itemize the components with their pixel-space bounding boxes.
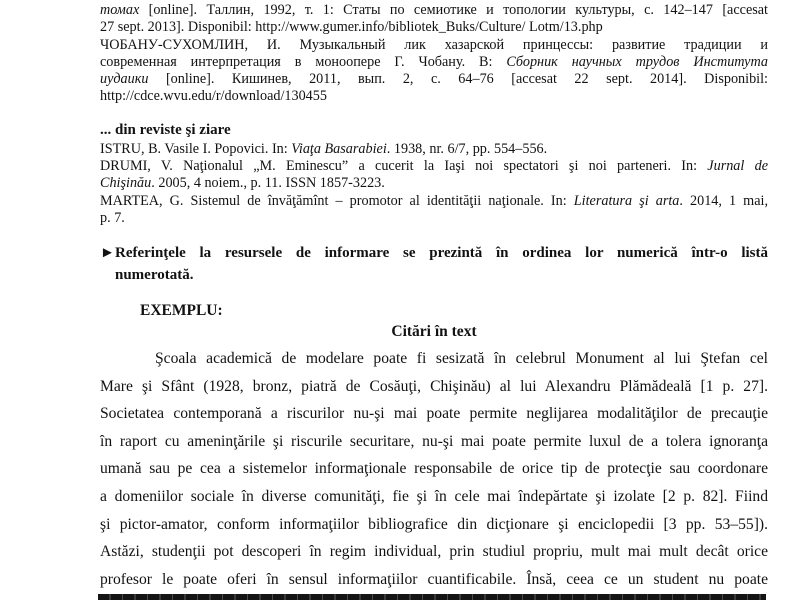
text-line: томах [online]. Таллин, 1992, т. 1: Статы по семиотике и топологии культуры, с. 142–147 [accesat xyxy=(100,2,768,18)
text-line: Şcoala academică de modelare poate fi sesizată în celebrul Monument al lui Ştefan cel xyxy=(155,350,768,367)
text-line: profesor le poate oferi în sensul informaţiilor cuantificabile. Însă, ceea ce un student nu poate xyxy=(100,570,768,588)
text-line: 27 sept. 2013]. Disponibil: http://www.gumer.info/bibliotek_Buks/Culture/ Lotm/13.php xyxy=(100,19,603,36)
references-journals-block xyxy=(100,141,768,227)
numbered-list-note xyxy=(100,243,768,286)
example-label: EXEMPLU: xyxy=(140,302,223,319)
text-line: Referinţele la resursele de informare se prezintă în ordinea lor numerică într-o listă xyxy=(115,245,768,261)
text-line: Societatea contemporană a riscurilor nu-şi mai poate permite neglijarea modalităţilor de precauţie xyxy=(100,405,768,423)
text-line: иудаики [online]. Кишинев, 2011, вып. 2, с. 64–76 [accesat 22 sept. 2014]. Disponibil: xyxy=(100,71,768,88)
numbered-list-note-text xyxy=(115,243,768,286)
text-line: a domeniilor sociale în diverse comunităţi, fie şi în cele mai îndepărtate şi izolate [2 p. 82]. Fiind xyxy=(100,487,768,505)
arrow-bullet-icon: ► xyxy=(100,245,115,261)
text-line: numerotată. xyxy=(115,266,194,283)
text-line: în raport cu ameninţările şi riscurile securitare, nu-şi mai poate permite luxul de a tolera ignoranţa xyxy=(100,432,768,450)
text-line: ISTRU, B. Vasile I. Popovici. In: Viaţa Basarabiei. 1938, nr. 6/7, pp. 554–556. xyxy=(100,141,548,157)
body-paragraph xyxy=(100,345,768,593)
text-line: DRUMI, V. Naţionalul „M. Eminescu” a cucerit la Iaşi noi spectatori şi noi parteneri. In: Jurnal de xyxy=(100,158,768,175)
text-line: современная интерпретация в моноопере Г. Чобану. В: Сборник научных трудов Института xyxy=(100,53,768,70)
text-line: Chişinău. 2005, 4 noiem., p. 11. ISSN 1857-3223. xyxy=(100,175,385,192)
text-line: MARTEA, G. Sistemul de învăţămînt – promotor al identităţii naţionale. In: Literatura şi arta. 2014, 1 mai, xyxy=(100,192,769,209)
text-line: p. 7. xyxy=(100,209,125,226)
text-line: şi pictor-amator, conform informaţiilor bibliografice din dicţionare şi enciclopedii [3 pp. 53–55]). xyxy=(100,515,768,533)
citations-subtitle: Citări în text xyxy=(391,323,477,340)
text-line: Astăzi, studenţii pot descoperi în regim individual, prin studiul propriu, mult mai mult decât orice xyxy=(100,543,768,561)
text-line: ЧОБАНУ-СУХОМЛИН, И. Музыкальный лик хазарской принцессы: развитие традиции и xyxy=(100,36,768,53)
text-line: umană sau pe cea a sistemelor informaţionale responsabile de orice tip de protecţie sau coordonare xyxy=(100,460,768,478)
clipped-text-line xyxy=(98,594,766,600)
text-line: http://cdce.wvu.edu/r/download/130455 xyxy=(100,88,327,105)
journals-section-heading: ... din reviste şi ziare xyxy=(100,122,231,138)
references-books-online-block xyxy=(100,2,768,106)
text-line: Mare şi Sfânt (1928, bronz, piatră de Cosăuţi, Chişinău) al lui Alexandru Plămădeală [1 p. 27]. xyxy=(100,377,768,395)
